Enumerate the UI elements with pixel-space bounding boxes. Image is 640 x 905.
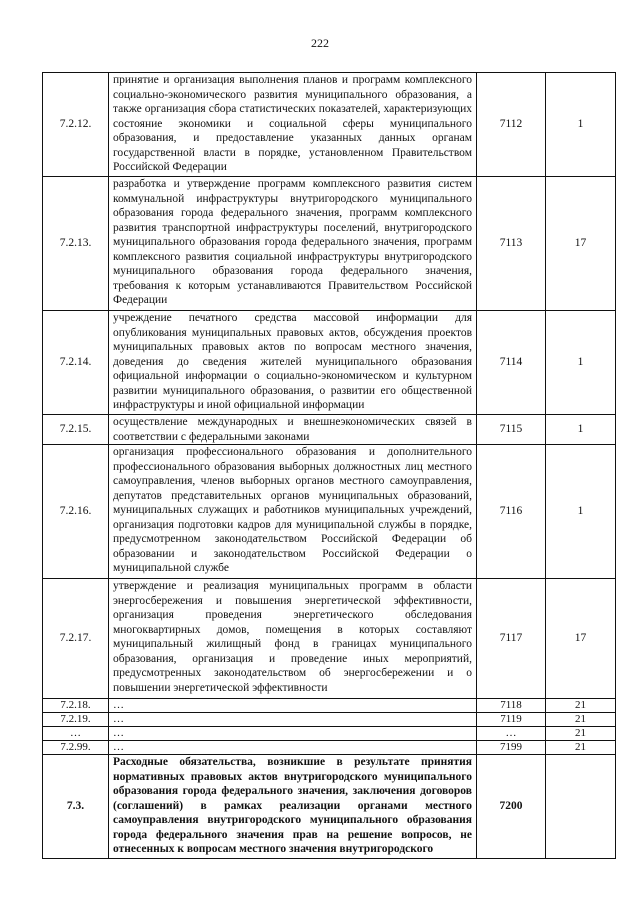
row-number: 7.2.18. — [43, 699, 109, 713]
row-code: 7200 — [477, 755, 546, 859]
table-row — [43, 415, 616, 445]
table-row — [43, 177, 616, 311]
page-number: 222 — [311, 36, 329, 50]
table-row — [43, 445, 616, 579]
row-code: 7116 — [477, 445, 546, 579]
row-number: … — [43, 727, 109, 741]
row-number: 7.2.14. — [43, 311, 109, 415]
row-code: … — [477, 727, 546, 741]
row-description: … — [109, 713, 477, 727]
row-description: принятие и организация выполнения планов и программ комплексного социально-экономического развития муниципального образования, а также организация сбора статистических показателей, характеризующих состояние экономики и социальной сферы муниципального образования, и предоставление указанных данных органам государственной власти в порядке, установленном Правительством Российской Федерации — [109, 73, 477, 177]
row-description: организация профессионального образования и дополнительного профессионального образования выборных должностных лиц местного самоуправления, членов выборных органов местного самоуправления, депутатов представительных органов муниципальных образований, муниципальных служащих и работников муниципальных учреждений, организация подготовки кадров для муниципальной службы в порядке, предусмотренном законодательством Российской Федерации об образовании и законодательством Российской Федерации о муниципальной службе — [109, 445, 477, 579]
expenditure-table — [42, 72, 616, 859]
row-value — [546, 755, 616, 859]
row-code: 7114 — [477, 311, 546, 415]
row-description: осуществление международных и внешнеэкономических связей в соответствии с федеральными законами — [109, 415, 477, 445]
row-value: 1 — [546, 415, 616, 445]
row-code: 7199 — [477, 741, 546, 755]
row-description: … — [109, 699, 477, 713]
row-code: 7119 — [477, 713, 546, 727]
row-code: 7118 — [477, 699, 546, 713]
row-number: 7.2.17. — [43, 579, 109, 699]
table-row — [43, 755, 616, 859]
row-value: 1 — [546, 445, 616, 579]
row-number: 7.2.12. — [43, 73, 109, 177]
row-value: 17 — [546, 579, 616, 699]
row-number: 7.2.99. — [43, 741, 109, 755]
row-number: 7.3. — [43, 755, 109, 859]
row-number: 7.2.15. — [43, 415, 109, 445]
row-description: Расходные обязательства, возникшие в результате принятия нормативных правовых актов внутригородского муниципального образования города федерального значения, заключения договоров (соглашений) в рамках реализации органами местного самоуправления внутригородского муниципального образования города федерального значения прав на решение вопросов, не отнесенных к вопросам местного значения внутригородского — [109, 755, 477, 859]
row-number: 7.2.13. — [43, 177, 109, 311]
row-value: 17 — [546, 177, 616, 311]
row-value: 21 — [546, 713, 616, 727]
row-value: 21 — [546, 699, 616, 713]
row-number: 7.2.16. — [43, 445, 109, 579]
row-code: 7115 — [477, 415, 546, 445]
row-number: 7.2.19. — [43, 713, 109, 727]
table-row — [43, 713, 616, 727]
row-description: утверждение и реализация муниципальных программ в области энергосбережения и повышения энергетической эффективности, организация проведения энергетического обследования многоквартирных домов, помещения в которых составляют муниципальный жилищный фонд в границах муниципального образования, организация и проведение иных мероприятий, предусмотренных законодательством об энергосбережении и о повышении энергетической эффективности — [109, 579, 477, 699]
row-description: … — [109, 741, 477, 755]
table-row — [43, 579, 616, 699]
row-code: 7117 — [477, 579, 546, 699]
row-value: 21 — [546, 727, 616, 741]
row-value: 21 — [546, 741, 616, 755]
table-row — [43, 727, 616, 741]
row-code: 7113 — [477, 177, 546, 311]
row-description: … — [109, 727, 477, 741]
table-row — [43, 741, 616, 755]
row-description: разработка и утверждение программ комплексного развития систем коммунальной инфраструктуры внутригородского муниципального образования города федерального значения, программ комплексного развития транспортной инфраструктуры поселений, внутригородского муниципального образования города федерального значения, программ комплексного развития социальной инфраструктуры внутригородского муниципального образования города федерального значения, требования к которым устанавливаются Правительством Российской Федерации — [109, 177, 477, 311]
table-row — [43, 311, 616, 415]
row-code: 7112 — [477, 73, 546, 177]
row-description: учреждение печатного средства массовой информации для опубликования муниципальных правовых актов, обсуждения проектов муниципальных правовых актов по вопросам местного значения, доведения до сведения жителей муниципального образования официальной информации о социально-экономическом и культурном развитии муниципального образования, о развитии его общественной инфраструктуры и иной официальной информации — [109, 311, 477, 415]
row-value: 1 — [546, 311, 616, 415]
row-value: 1 — [546, 73, 616, 177]
table-row — [43, 699, 616, 713]
table-row — [43, 73, 616, 177]
